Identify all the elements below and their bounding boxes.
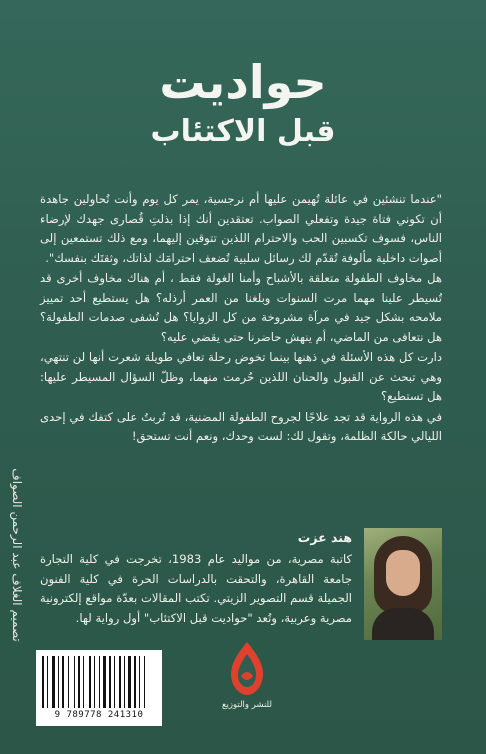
- blurb-paragraph: "عندما تنشئين في عائلة تُهيمن عليها أم نرجسية، يمر كل يوم وأنت تُحاولين جاهدة أن تكوني فتاة جيدة وتفعلي الصواب. تعتقدين أنك إذا بذلتِ قُصارى جهدك لإرضاء الناس، فسوف تكسبين الحب والاحترام اللذين تتوقين إليهما، ومع ذلك تستمعين إلى أصوات داخلية مألوفة تُقدّم لك رسائل سلبية تُضعف احترامَك لذاتك، وثقتَك بنفسك".: [40, 192, 442, 265]
- barcode-stripe: [134, 656, 136, 708]
- barcode-stripe: [96, 656, 98, 708]
- barcode-stripe: [139, 656, 140, 708]
- blurb-paragraph: دارت كل هذه الأسئلة في ذهنها بينما تخوض رحلة تعافي طويلة شعرت أنها لن تنتهي، وهي تبحث عن القبول والحنان اللذين حُرمت منهما، وظلّ السؤال المسيطر عليها: هل تستطيع؟: [40, 350, 442, 403]
- blurb-text: [40, 190, 442, 448]
- barcode-stripe: [45, 656, 46, 708]
- barcode-stripe: [85, 656, 88, 708]
- barcode-stripe: [119, 656, 121, 708]
- barcode-stripe: [137, 656, 138, 708]
- barcode-stripe: [65, 656, 67, 708]
- barcode-stripe: [112, 656, 113, 708]
- barcode-stripe: [116, 656, 118, 708]
- book-title: [0, 56, 486, 152]
- blurb-paragraph: في هذه الرواية قد تجد علاجًا لجروح الطفولة المضنية، قد تُربتُ على كتفك في إحدى الليالي حالكة الظلمة، وتقول لك: لست وحدك، ونعم أنت تستحق!: [40, 409, 442, 443]
- barcode-stripe: [78, 656, 80, 708]
- publisher-logo: [218, 640, 276, 720]
- barcode-stripe: [141, 656, 143, 708]
- barcode-stripe: [144, 656, 145, 708]
- cover-design-credit-text: تصميم الغلاف عبد الرحمن الصواف: [10, 468, 24, 642]
- blurb-paragraph: هل مخاوف الطفولة متعلقة بالأشباح وأمنا الغولة فقط ، أم هناك مخاوف أخرى قد تُسيطر علينا مهما مرت السنوات وبلغنا من العمر أرذله؟ هل يستطيع أحد تمييز ملامحه بشكل جيد في مرآة مشروخة من كل الزوايا؟ هل تُشفى صدمات الطفولة؟ هل نتعافى من الماضي، أم ينهش حاضرنا حتى يقضي عليه؟: [40, 271, 442, 344]
- barcode-stripe: [52, 656, 55, 708]
- barcode-stripe: [107, 656, 108, 708]
- barcode-stripe: [76, 656, 77, 708]
- barcode-stripe: [74, 656, 75, 708]
- publisher-logo-icon: [227, 640, 267, 698]
- barcode-stripe: [81, 656, 82, 708]
- barcode-stripe: [128, 656, 131, 708]
- barcode-stripe: [132, 656, 133, 708]
- barcode-stripe: [56, 656, 57, 708]
- isbn-barcode: [36, 650, 162, 726]
- barcode-stripe: [60, 656, 61, 708]
- barcode-stripe: [49, 656, 51, 708]
- barcode-stripe: [83, 656, 84, 708]
- author-name: هند عزت: [297, 530, 352, 545]
- author-photo: [364, 528, 442, 640]
- barcode-bars: [42, 656, 156, 708]
- barcode-stripe: [89, 656, 91, 708]
- barcode-stripe: [146, 656, 149, 708]
- barcode-stripe: [68, 656, 69, 708]
- barcode-stripe: [42, 656, 44, 708]
- barcode-stripe: [47, 656, 48, 708]
- barcode-stripe: [99, 656, 100, 708]
- barcode-stripe: [103, 656, 106, 708]
- barcode-stripe: [122, 656, 123, 708]
- barcode-stripe: [94, 656, 95, 708]
- barcode-stripe: [126, 656, 127, 708]
- barcode-stripe: [70, 656, 73, 708]
- cover-design-credit: [6, 420, 28, 690]
- publisher-logo-text: للنشر والتوزيع: [222, 700, 272, 710]
- barcode-stripe: [109, 656, 111, 708]
- barcode-stripe: [114, 656, 115, 708]
- barcode-stripe: [101, 656, 102, 708]
- barcode-stripe: [92, 656, 93, 708]
- barcode-digits: 9 789778 241310: [54, 710, 144, 720]
- barcode-stripe: [58, 656, 59, 708]
- barcode-stripe: [62, 656, 64, 708]
- title-line-1: حواديت: [159, 55, 327, 109]
- author-bio: كاتبة مصرية، من مواليد عام 1983، تخرجت في كلية التجارة جامعة القاهرة، والتحقت بالدراسات الحرة في كلية الفنون الجميلة قسم التصوير الزيتي. تكتب المقالات بعدّة مواقع إلكترونية مصرية وعربية، وتُعد "حواديت قبل الاكتئاب" أول رواية لها.: [40, 552, 352, 625]
- barcode-stripe: [124, 656, 125, 708]
- title-line-2: قبل الاكتئاب: [150, 114, 336, 149]
